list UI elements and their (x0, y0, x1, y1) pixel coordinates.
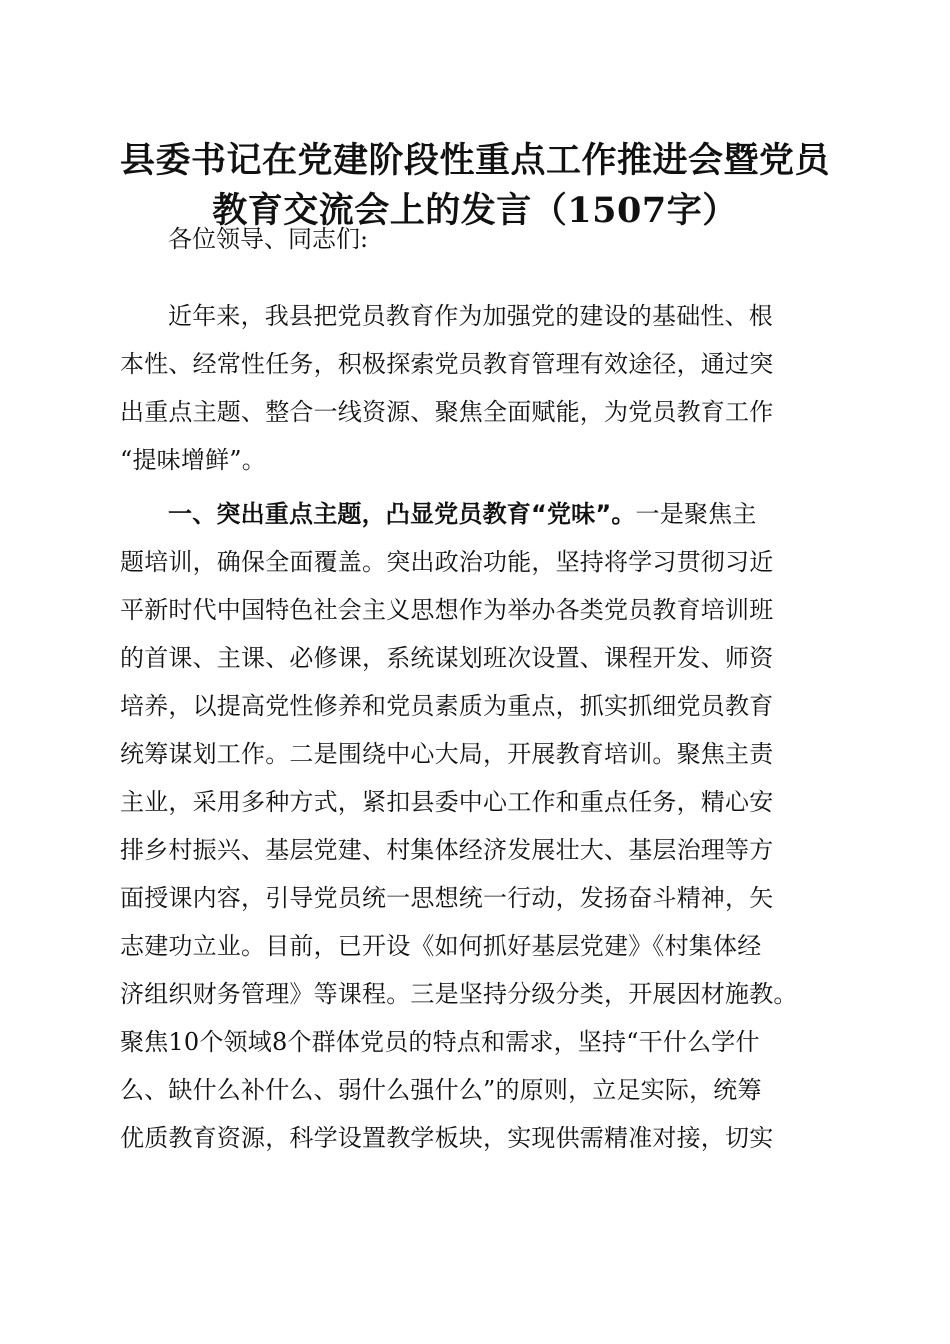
paragraph-line: 志建功立业。目前，已开设《如何抓好基层党建》《村集体经 (120, 932, 762, 960)
section-heading-continuation: 一是聚焦主 (635, 500, 757, 528)
paragraph-line: 聚焦10个领域8个群体党员的特点和需求，坚持“干什么学什 (120, 1028, 760, 1056)
paragraph-line: 培养，以提高党性修养和党员素质为重点，抓实抓细党员教育 (120, 692, 774, 720)
paragraph-line: 平新时代中国特色社会主义思想作为举办各类党员教育培训班 (120, 596, 774, 624)
paragraph-line: “提味增鲜”。 (120, 446, 266, 474)
paragraph-intro (120, 292, 832, 484)
paragraph-line: 近年来，我县把党员教育作为加强党的建设的基础性、根 (168, 302, 773, 330)
paragraph-line: 本性、经常性任务，积极探索党员教育管理有效途径，通过突 (120, 350, 774, 378)
paragraph-line: 统筹谋划工作。二是围绕中心大局，开展教育培训。聚焦主责 (120, 740, 774, 768)
paragraph-line: 排乡村振兴、基层党建、村集体经济发展壮大、基层治理等方 (120, 836, 774, 864)
title-line-1: 县委书记在党建阶段性重点工作推进会暨党员 (119, 140, 830, 181)
title-line-2: 教育交流会上的发言（1507字） (212, 190, 738, 231)
paragraph-section-1 (120, 490, 832, 1162)
paragraph-line: 优质教育资源，科学设置教学板块，实现供需精准对接，切实 (120, 1124, 774, 1152)
section-heading: 一、突出重点主题，凸显党员教育“党味”。 (168, 500, 636, 528)
paragraph-line (120, 490, 832, 538)
paragraph-line: 面授课内容，引导党员统一思想统一行动，发扬奋斗精神，矢 (120, 884, 774, 912)
paragraph-line: 么、缺什么补什么、弱什么强什么”的原则，立足实际，统筹 (120, 1076, 762, 1104)
paragraph-line: 济组织财务管理》等课程。三是坚持分级分类，开展因材施教。 (120, 980, 798, 1008)
paragraph-line: 的首课、主课、必修课，系统谋划班次设置、课程开发、师资 (120, 644, 774, 672)
paragraph-line: 题培训，确保全面覆盖。突出政治功能，坚持将学习贯彻习近 (120, 548, 774, 576)
greeting: 各位领导、同志们: (168, 225, 369, 253)
paragraph-line: 出重点主题、整合一线资源、聚焦全面赋能，为党员教育工作 (120, 398, 774, 426)
paragraph-line: 主业，采用多种方式，紧扣县委中心工作和重点任务，精心安 (120, 788, 774, 816)
